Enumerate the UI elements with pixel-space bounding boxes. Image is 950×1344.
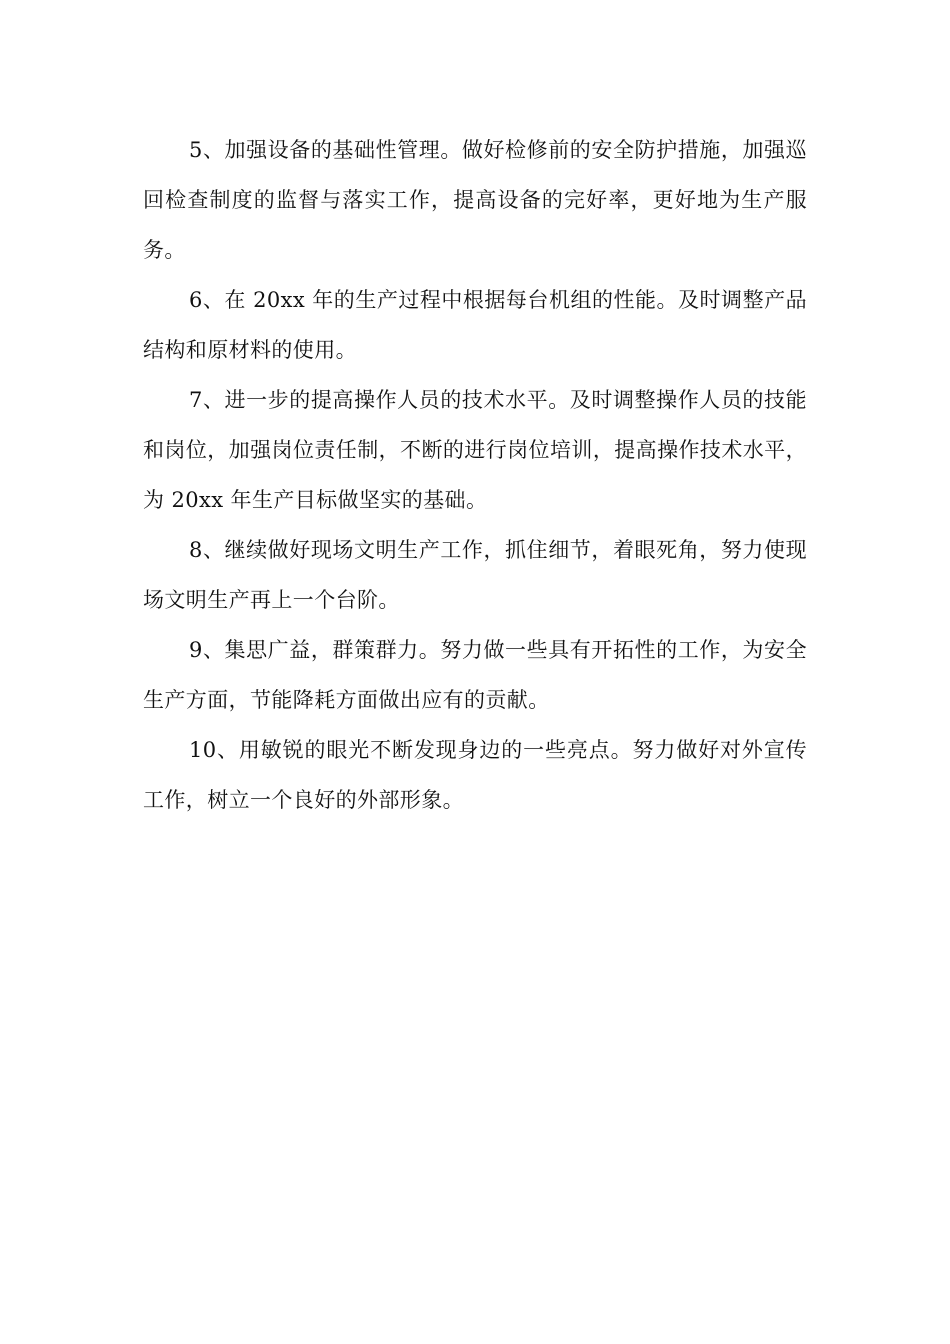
paragraph-item-9: 9、集思广益，群策群力。努力做一些具有开拓性的工作，为安全生产方面，节能降耗方面做出应有的贡献。: [143, 638, 807, 712]
paragraph-item-10: 10、用敏锐的眼光不断发现身边的一些亮点。努力做好对外宣传工作，树立一个良好的外部形象。: [143, 738, 807, 812]
paragraph-item-5: 5、加强设备的基础性管理。做好检修前的安全防护措施，加强巡回检查制度的监督与落实工作，提高设备的完好率，更好地为生产服务。: [143, 138, 807, 262]
paragraph-item-8: 8、继续做好现场文明生产工作，抓住细节，着眼死角，努力使现场文明生产再上一个台阶。: [143, 538, 807, 612]
document-body: [143, 125, 807, 825]
paragraph-item-6: 6、在 20xx 年的生产过程中根据每台机组的性能。及时调整产品结构和原材料的使用。: [143, 288, 807, 362]
paragraph-item-7: 7、进一步的提高操作人员的技术水平。及时调整操作人员的技能和岗位，加强岗位责任制，不断的进行岗位培训，提高操作技术水平，为 20xx 年生产目标做坚实的基础。: [143, 388, 807, 512]
